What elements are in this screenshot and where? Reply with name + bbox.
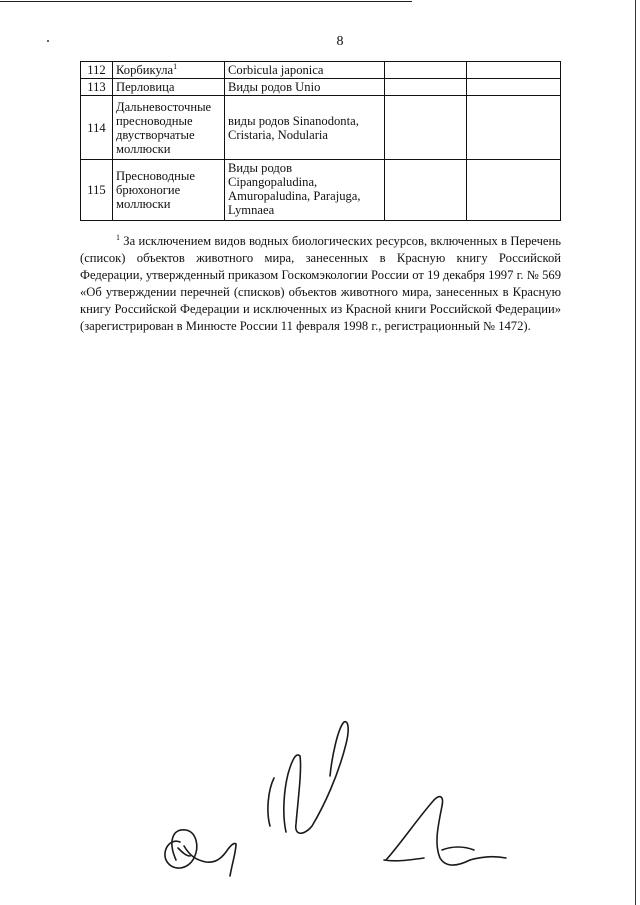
species-latin: Виды родов Unio <box>225 79 385 96</box>
empty-cell <box>467 62 561 79</box>
table-row <box>81 62 561 79</box>
species-name: Пресноводные брюхоногие моллюски <box>113 160 225 221</box>
empty-cell <box>385 96 467 160</box>
signature-middle <box>268 722 348 834</box>
footnote-ref: 1 <box>173 61 178 71</box>
footnote <box>80 233 561 335</box>
table-row <box>81 79 561 96</box>
footnote-marker: 1 <box>116 232 120 242</box>
row-number: 112 <box>81 62 113 79</box>
empty-cell <box>467 79 561 96</box>
species-latin: Виды родов Cipangopaludina, Amuropaludina, Parajuga, Lymnaea <box>225 160 385 221</box>
table-row <box>81 96 561 160</box>
table-row <box>81 160 561 221</box>
row-number: 115 <box>81 160 113 221</box>
species-latin: Corbicula japonica <box>225 62 385 79</box>
page-number: 8 <box>336 34 344 49</box>
empty-cell <box>467 160 561 221</box>
species-name: Дальневосточные пресноводные двустворчатые моллюски <box>113 96 225 160</box>
right-border-line <box>635 0 636 905</box>
empty-cell <box>385 79 467 96</box>
empty-cell <box>385 160 467 221</box>
row-number: 114 <box>81 96 113 160</box>
empty-cell <box>385 62 467 79</box>
footnote-text: За исключением видов водных биологических ресурсов, включенных в Перечень (список) объектов животного мира, занесенных в Красную книгу Российской Федерации, утвержденный приказом Госкомэкологии России от 19 декабря 1997 г. № 569 «Об утверждении перечней (списков) объектов животного мира, занесенных в Красную книгу Российской Федерации и исключенных из Красной книги Российской Федерации» (зарегистрирован в Минюсте России 11 февраля 1998 г., регистрационный № 1472). <box>80 234 561 333</box>
species-name: Корбикула$^1$ <box>113 62 225 79</box>
species-latin: виды родов Sinanodonta, Cristaria, Nodularia <box>225 96 385 160</box>
row-number: 113 <box>81 79 113 96</box>
signature-right <box>384 797 506 865</box>
signature-left <box>165 830 236 876</box>
species-table <box>80 61 561 221</box>
top-border-line <box>0 1 412 2</box>
species-name: Перловица <box>113 79 225 96</box>
empty-cell <box>467 96 561 160</box>
